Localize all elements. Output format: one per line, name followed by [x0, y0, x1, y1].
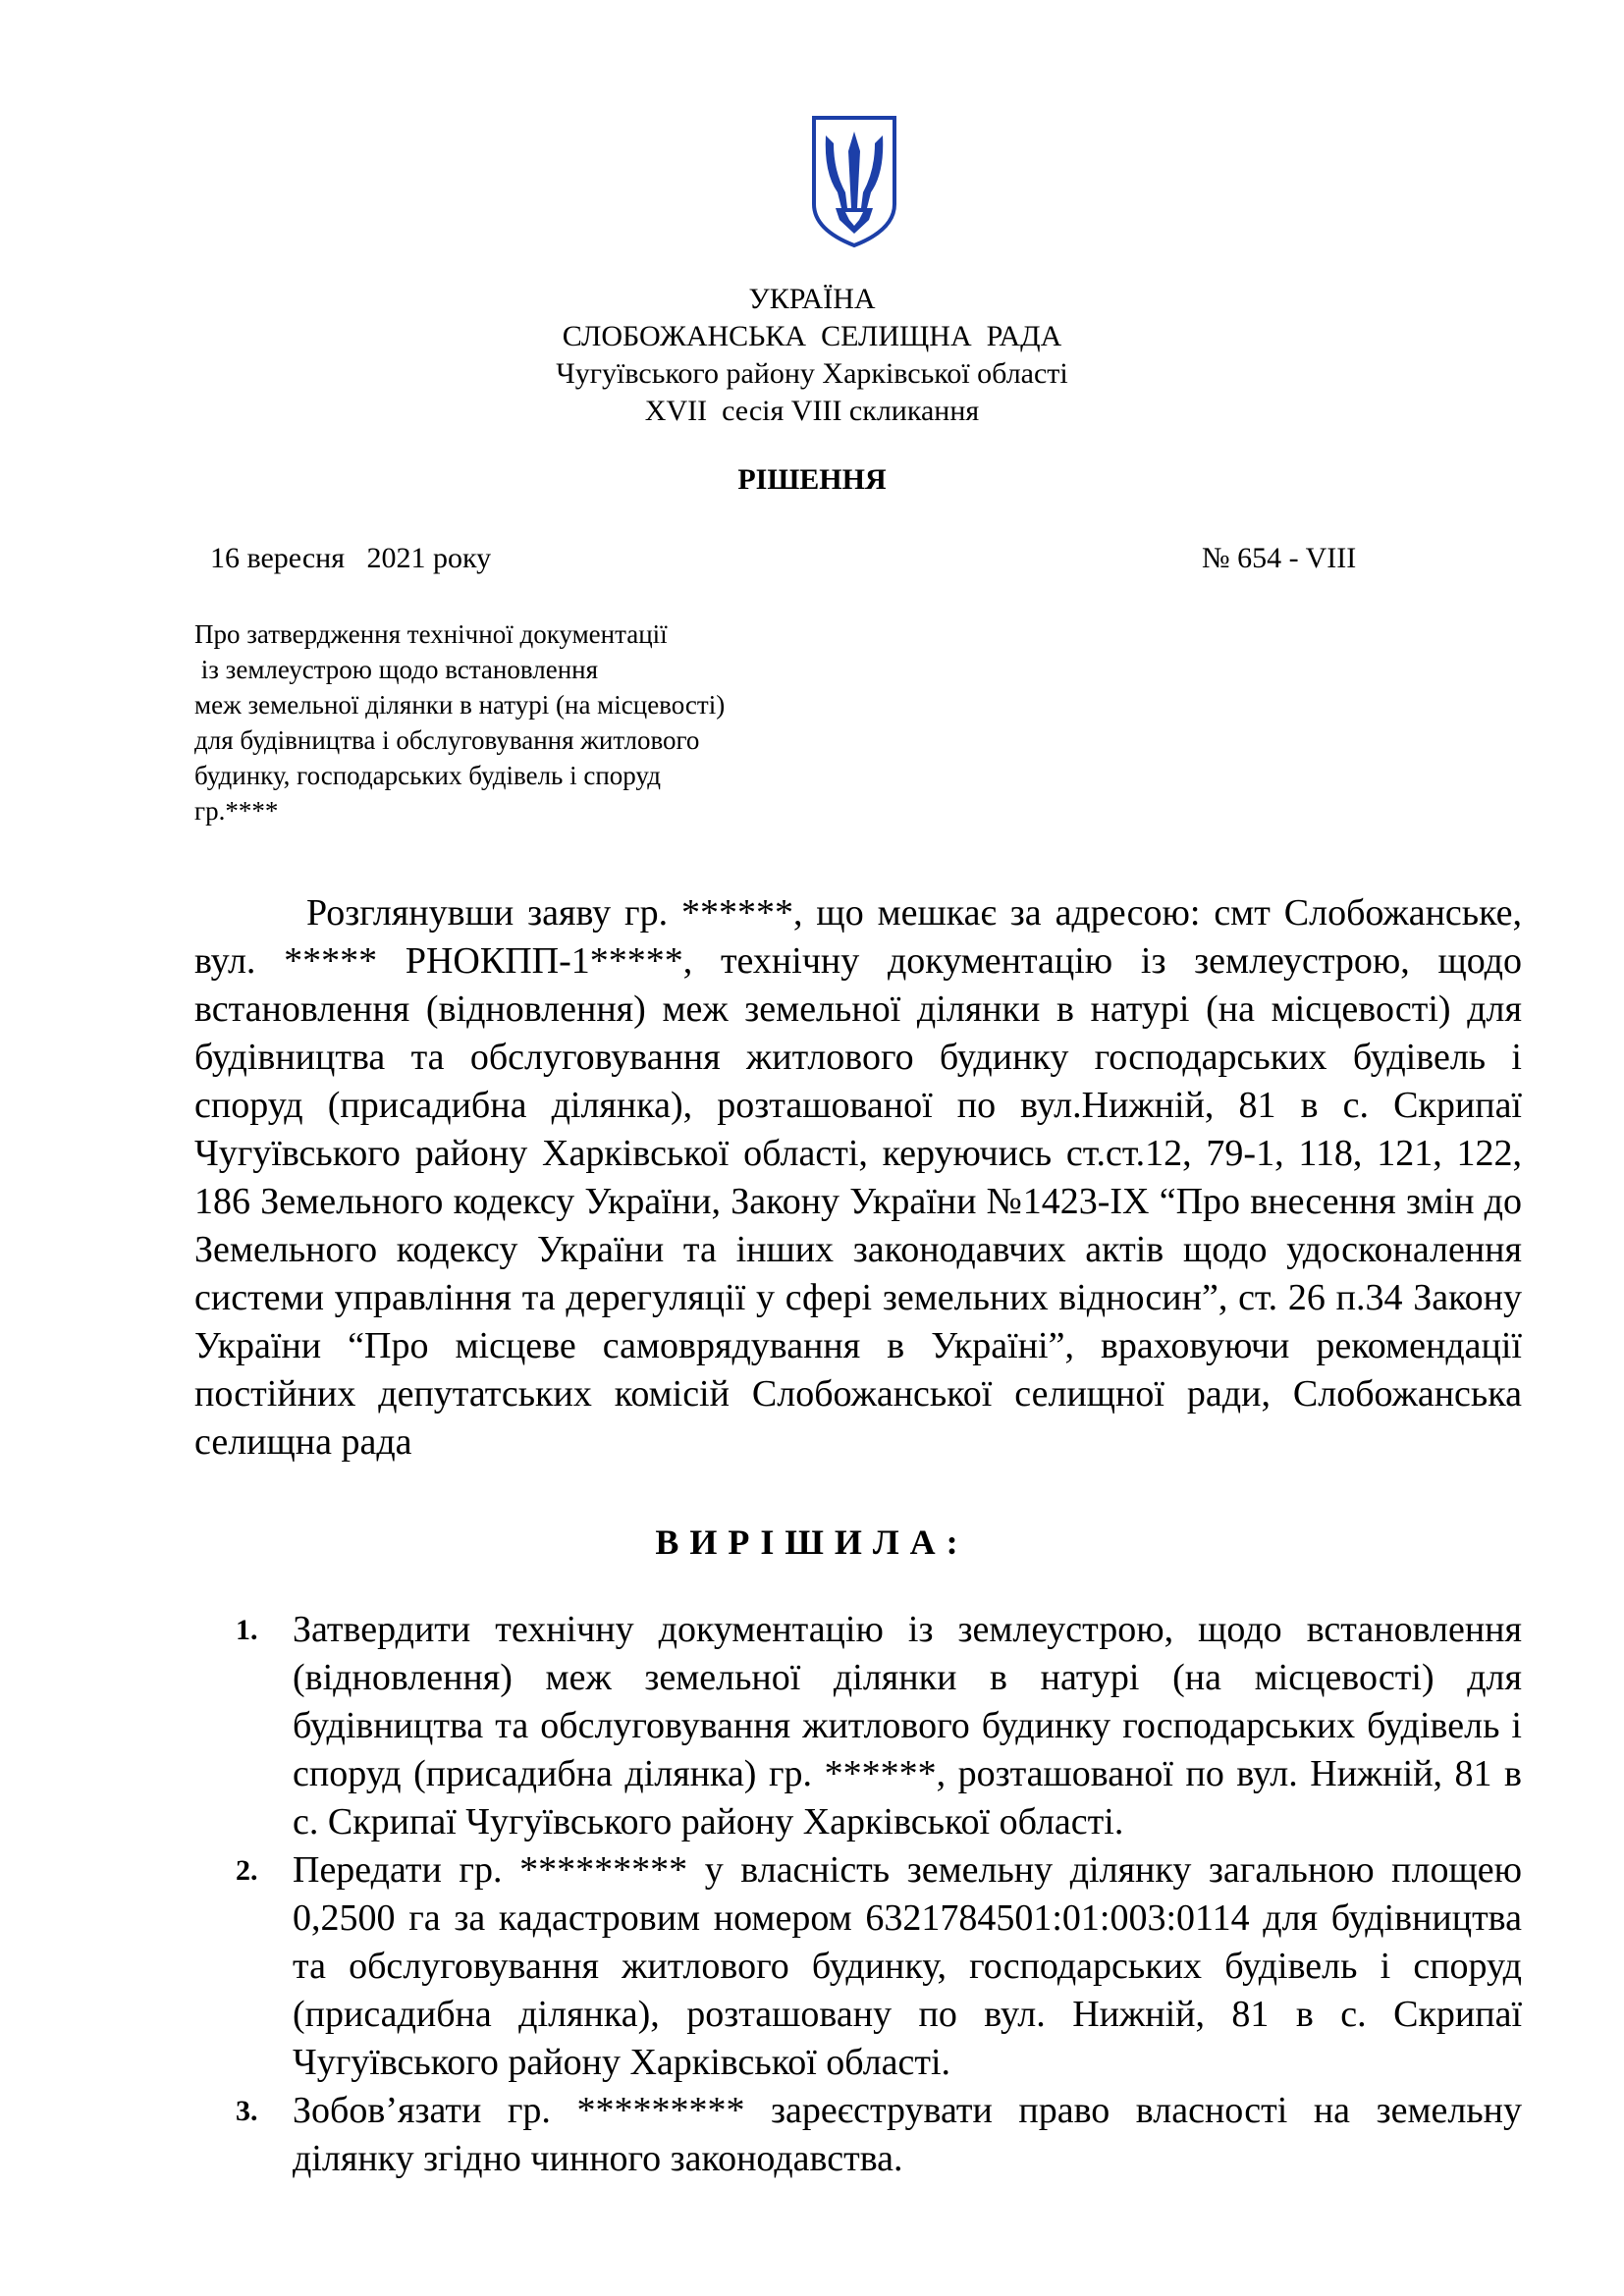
subject-line: Про затвердження технічної документації: [194, 619, 668, 649]
subject-line: меж земельної ділянки в натурі (на місцевості): [194, 690, 726, 720]
session-info: XVII сесія VIII скликання: [644, 395, 980, 427]
decision-number: 2.: [236, 1854, 258, 1887]
decision-item: [236, 1606, 1522, 1846]
subject-line: для будівництва і обслуговування житлового: [194, 725, 700, 755]
subject-line: гр.****: [194, 796, 279, 826]
document-date: 16 вересня 2021 року: [210, 542, 492, 574]
preamble-paragraph: Розглянувши заяву гр. ******, що мешкає за адресою: смт Слобожанське, вул. ***** РНОКПП-1*****, технічну документацію із землеустрою, щодо встановлення (відновлення) меж земельної ділянки в натурі (на місцевості) для будівництва та обслуговування житлового будинку господарських будівель і споруд (присадибна ділянка), розташованої по вул.Нижній, 81 в с. Скрипаї Чугуївського району Харківської області, керуючись ст.ст.12, 79-1, 118, 121, 122, 186 Земельного кодексу України, Закону України №1423-IX “Про внесення змін до Земельного кодексу України та інших законодавчих актів щодо удосконалення системи управління та дерегуляції у сфері земельних відносин”, ст. 26 п.34 Закону України “Про місцеве самоврядування в Україні”, враховуючи рекомендації постійних депутатських комісій Слобожанської селищної ради, Слобожанська селищна рада: [194, 892, 1522, 1463]
country-name: УКРАЇНА: [748, 283, 876, 315]
document-number: № 654 - VIII: [1202, 542, 1357, 574]
council-name: СЛОБОЖАНСЬКА СЕЛИЩНА РАДА: [562, 320, 1062, 352]
subject-line: із землеустрою щодо встановлення: [194, 655, 599, 684]
coat-of-arms-emblem: [808, 114, 900, 249]
trident-coat-of-arms-icon: [808, 114, 900, 249]
decision-list: [236, 1606, 1522, 2183]
subject-line: будинку, господарських будівель і споруд: [194, 761, 661, 790]
decision-text: Передати гр. ********* у власність земельну ділянку загальною площею 0,2500 га за кадастровим номером 6321784501:01:003:0114 для будівництва та обслуговування житлового будинку, господарських будівель і споруд (присадибна ділянка), розташовану по вул. Нижній, 81 в с. Скрипаї Чугуївського району Харківської області.: [293, 1849, 1522, 2083]
document-header: [0, 281, 1624, 430]
decision-item: [236, 1846, 1522, 2087]
decision-item: [236, 2087, 1522, 2183]
decision-subject: [194, 616, 725, 828]
decided-heading: ВИРІШИЛА:: [655, 1522, 969, 1562]
decision-text: Зобов’язати гр. ********* зареєструвати право власності на земельну ділянку згідно чинного законодавства.: [293, 2090, 1522, 2179]
decision-number: 1.: [236, 1614, 258, 1646]
document-title: РІШЕННЯ: [737, 463, 887, 496]
decision-number: 3.: [236, 2095, 258, 2127]
decision-text: Затвердити технічну документацію із землеустрою, щодо встановлення (відновлення) меж земельної ділянки в натурі (на місцевості) для будівництва та обслуговування житлового будинку господарських будівель і споруд (присадибна ділянка) гр. ******, розташованої по вул. Нижній, 81 в с. Скрипаї Чугуївського району Харківської області.: [293, 1609, 1522, 1842]
preamble-section: [194, 889, 1522, 1467]
district-name: Чугуївського району Харківської області: [556, 357, 1068, 390]
